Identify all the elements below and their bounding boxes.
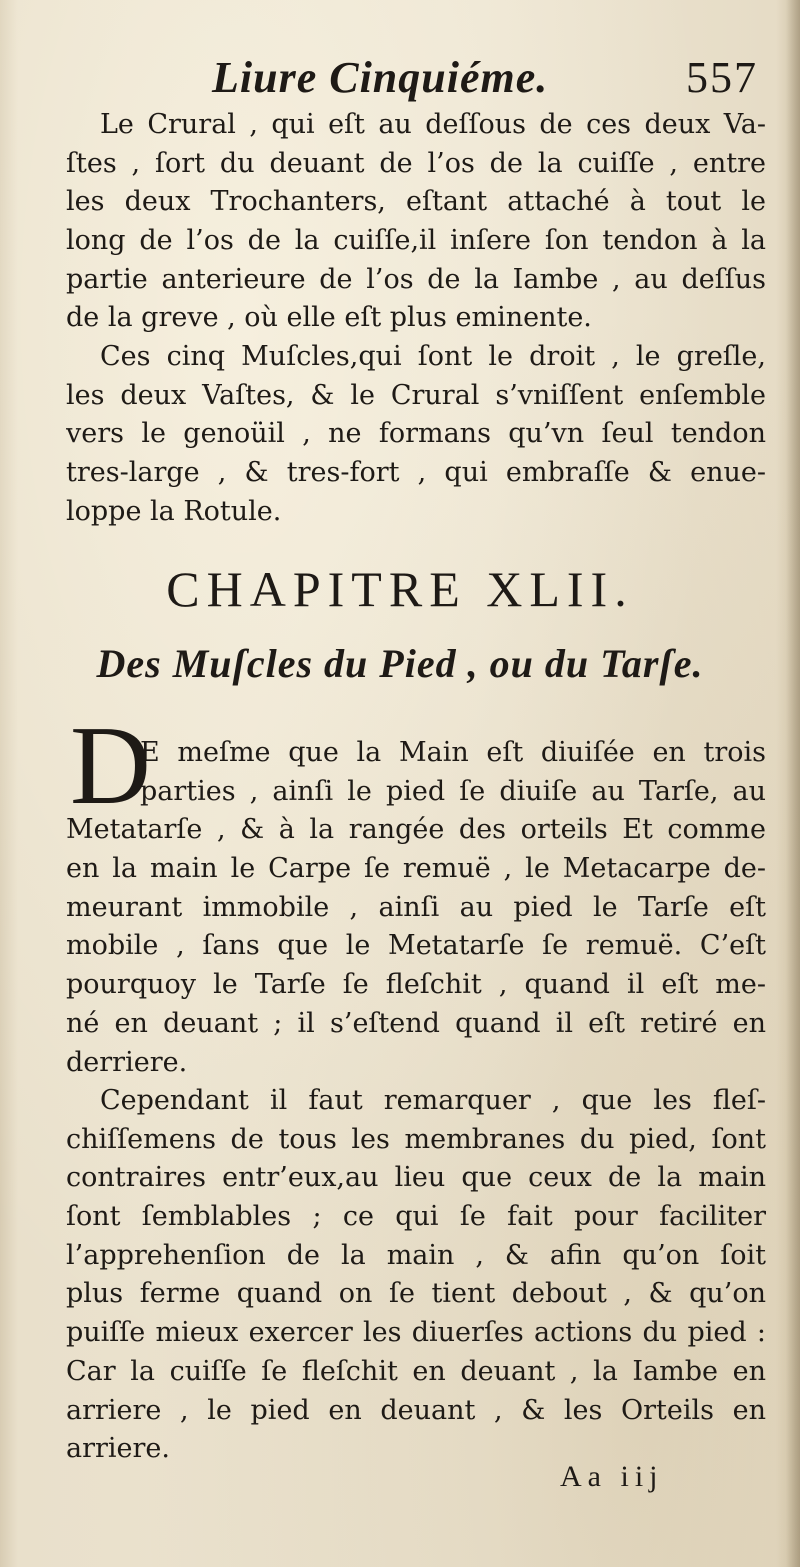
text-line: contraires entr’eux,au lieu que ceux de la main <box>66 1162 766 1194</box>
chapter-title: CHAPITRE XLII. <box>166 561 634 617</box>
paragraph-cependant <box>66 1082 766 1469</box>
text-line: les deux Trochanters, eſtant attaché à tout le <box>66 186 766 218</box>
page-number: 557 <box>686 53 758 102</box>
paragraph-cinq-muscles <box>66 338 766 531</box>
text-line: Car la cuiſſe ſe fleſchit en deuant , la Iambe en <box>66 1355 766 1387</box>
text-line: arriere. <box>66 1433 170 1465</box>
text-line: mobile , ſans que le Metatarſe ſe remuë. C’eſt <box>66 930 766 962</box>
text-line: en la main le Carpe ſe remuë , le Metacarpe de- <box>66 853 766 885</box>
chapter-subtitle: Des Muſcles du Pied , ou du Tarſe. <box>96 641 704 686</box>
text-line: derriere. <box>66 1046 188 1078</box>
text-line: partie anterieure de l’os de la Iambe , au deſſus <box>66 263 766 295</box>
text-line: né en deuant ; il s’eſtend quand il eſt retiré en <box>66 1007 766 1039</box>
page-header <box>160 52 770 112</box>
text-line: E meſme que la Main eſt diuiſée en trois <box>140 737 766 768</box>
signature-mark: Aa iij <box>560 1460 664 1493</box>
text-line: les deux Vaſtes, & le Crural s’vniſſent enſemble <box>66 379 766 411</box>
text-line: ſont ſemblables ; ce qui ſe fait pour faciliter <box>66 1201 766 1233</box>
text-line: Cependant il faut remarquer , que les fleſ- <box>100 1085 766 1116</box>
paragraph-crural <box>66 106 766 338</box>
paragraph-main <box>66 734 766 1082</box>
text-line: vers le genoüil , ne formans qu’vn ſeul tendon <box>66 418 766 450</box>
running-title: Liure Cinquiéme. <box>212 53 549 102</box>
text-line: arriere , le pied en deuant , & les Orteils en <box>66 1394 766 1426</box>
text-line: ſtes , ſort du deuant de l’os de la cuiſſe , entre <box>66 147 766 179</box>
drop-cap: D <box>70 704 151 828</box>
text-line: pourquoy le Tarſe ſe fleſchit , quand il eſt me- <box>66 969 766 1001</box>
text-line: meurant immobile , ainſi au pied le Tarſe eſt <box>66 891 766 923</box>
text-line: plus ferme quand on ſe tient debout , & qu’on <box>66 1278 766 1310</box>
text-line: chiſſemens de tous les membranes du pied, ſont <box>66 1123 766 1155</box>
text-line: long de l’os de la cuiſſe,il inſere ſon tendon à la <box>66 225 766 257</box>
text-line: puiſſe mieux exercer les diuerſes actions du pied : <box>66 1317 766 1349</box>
text-line: loppe la Rotule. <box>66 495 282 527</box>
text-line: Metatarſe , & à la rangée des orteils Et comme <box>66 814 766 846</box>
text-line: parties , ainſi le pied ſe diuiſe au Tarſe, au <box>140 775 766 807</box>
text-line: l’apprehenſion de la main , & afin qu’on ſoit <box>66 1239 766 1271</box>
page-edge-shadow <box>786 0 800 1567</box>
text-line: Le Crural , qui eſt au deſſous de ces deux Va- <box>100 109 766 140</box>
text-line: de la greve , où elle eſt plus eminente. <box>66 302 592 334</box>
text-line: Ces cinq Muſcles,qui ſont le droit , le greſle, <box>100 341 766 372</box>
text-line: tres-large , & tres-fort , qui embraſſe & enue- <box>66 457 766 489</box>
